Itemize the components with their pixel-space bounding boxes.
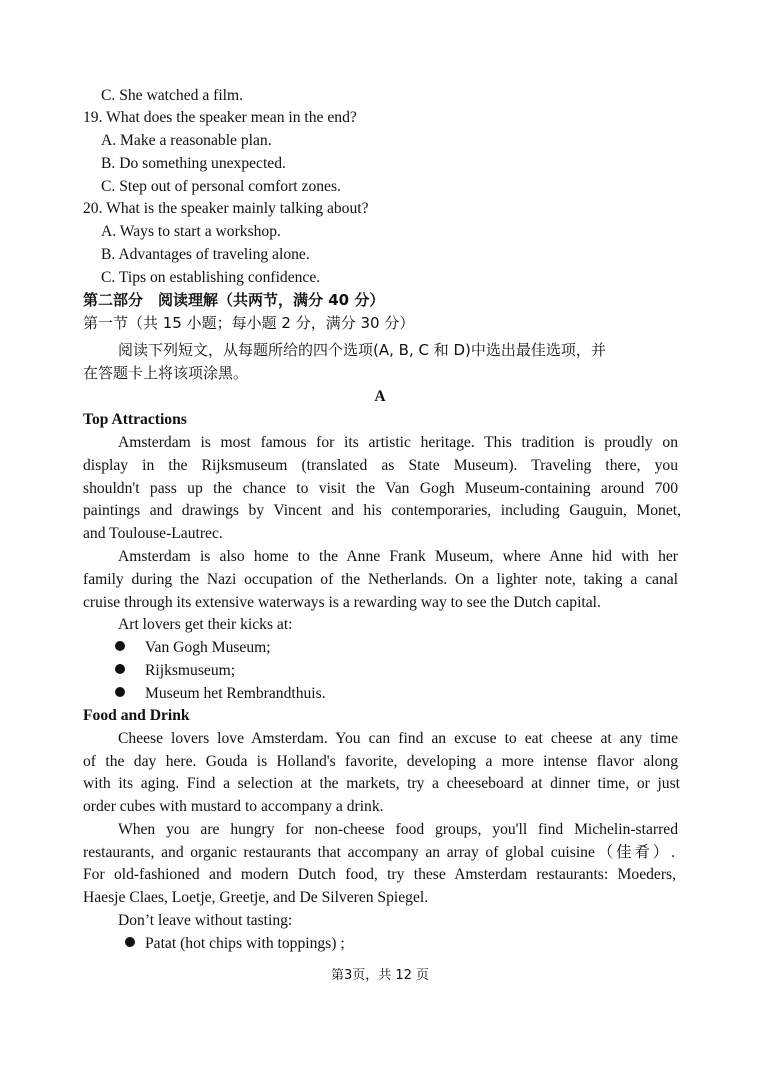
q20-question: 20. What is the speaker mainly talking about?: [83, 200, 369, 217]
art-intro: Art lovers get their kicks at:: [118, 616, 293, 633]
bullet-icon: [125, 937, 135, 947]
para1-line-4: paintings and drawings by Vincent and his contemporaries, including Gauguin, Monet,: [83, 502, 681, 519]
para4-line-3: For old-fashioned and modern Dutch food, try these Amsterdam restaurants: Moeders,: [83, 866, 676, 883]
q20-option-b: B. Advantages of traveling alone.: [101, 246, 310, 263]
bullet-icon: [115, 687, 125, 697]
instructions-line-1: 阅读下列短文，从每题所给的四个选项(A, B, C 和 D)中选出最佳选项，并: [118, 341, 606, 359]
para1-line-3: shouldn't pass up the chance to visit the Van Gogh Museum-containing around 700: [83, 480, 678, 497]
page-footer: 第3页，共 12 页: [330, 968, 430, 983]
para4-line-1: When you are hungry for non-cheese food groups, you'll find Michelin-starred: [118, 821, 678, 838]
para1-line-1: Amsterdam is most famous for its artistic heritage. This tradition is proudly on: [118, 434, 678, 451]
para3-line-4: order cubes with mustard to accompany a drink.: [83, 798, 384, 815]
part-title: 第二部分 阅读理解（共两节，满分 40 分）: [83, 291, 385, 309]
section-title: 第一节（共 15 小题；每小题 2 分，满分 30 分）: [83, 314, 415, 332]
instructions-line-2: 在答题卡上将该项涂黑。: [83, 364, 249, 382]
taste-intro: Don’t leave without tasting:: [118, 912, 293, 929]
bullet-icon: [115, 641, 125, 651]
art-list-item-label: Van Gogh Museum;: [145, 639, 271, 656]
para4-line-2: restaurants, and organic restaurants that accompany an array of global cuisine（佳肴）.: [83, 844, 675, 861]
food-heading: Food and Drink: [83, 707, 190, 724]
passage-label: A: [374, 388, 386, 405]
para3-line-1: Cheese lovers love Amsterdam. You can find an excuse to eat cheese at any time: [118, 730, 678, 747]
q18-option-c: C. She watched a film.: [101, 87, 244, 104]
q19-question: 19. What does the speaker mean in the end?: [83, 109, 357, 126]
para2-line-2: family during the Nazi occupation of the Netherlands. On a lighter note, taking a canal: [83, 571, 678, 588]
q19-option-a: A. Make a reasonable plan.: [101, 132, 272, 149]
para2-line-1: Amsterdam is also home to the Anne Frank Museum, where Anne hid with her: [118, 548, 678, 565]
bullet-icon: [115, 664, 125, 674]
q19-option-b: B. Do something unexpected.: [101, 155, 286, 172]
art-list-item-label: Museum het Rembrandthuis.: [145, 685, 326, 702]
art-list-item-label: Rijksmuseum;: [145, 662, 236, 679]
para3-line-2: of the day here. Gouda is Holland's favorite, developing a more intense flavor along: [83, 753, 678, 770]
attractions-heading: Top Attractions: [83, 411, 187, 428]
para3-line-3: with its aging. Find a selection at the markets, try a cheeseboard at dinner time, or just: [83, 775, 680, 792]
q20-option-c: C. Tips on establishing confidence.: [101, 269, 321, 286]
taste-list-item-label: Patat (hot chips with toppings) ;: [145, 935, 345, 952]
q20-option-a: A. Ways to start a workshop.: [101, 223, 281, 240]
para1-line-2: display in the Rijksmuseum (translated as State Museum). Traveling there, you: [83, 457, 678, 474]
para4-line-4: Haesje Claes, Loetje, Greetje, and De Silveren Spiegel.: [83, 889, 429, 906]
q19-option-c: C. Step out of personal comfort zones.: [101, 178, 341, 195]
para2-line-3: cruise through its extensive waterways is a rewarding way to see the Dutch capital.: [83, 594, 601, 611]
para1-line-5: and Toulouse-Lautrec.: [83, 525, 223, 542]
